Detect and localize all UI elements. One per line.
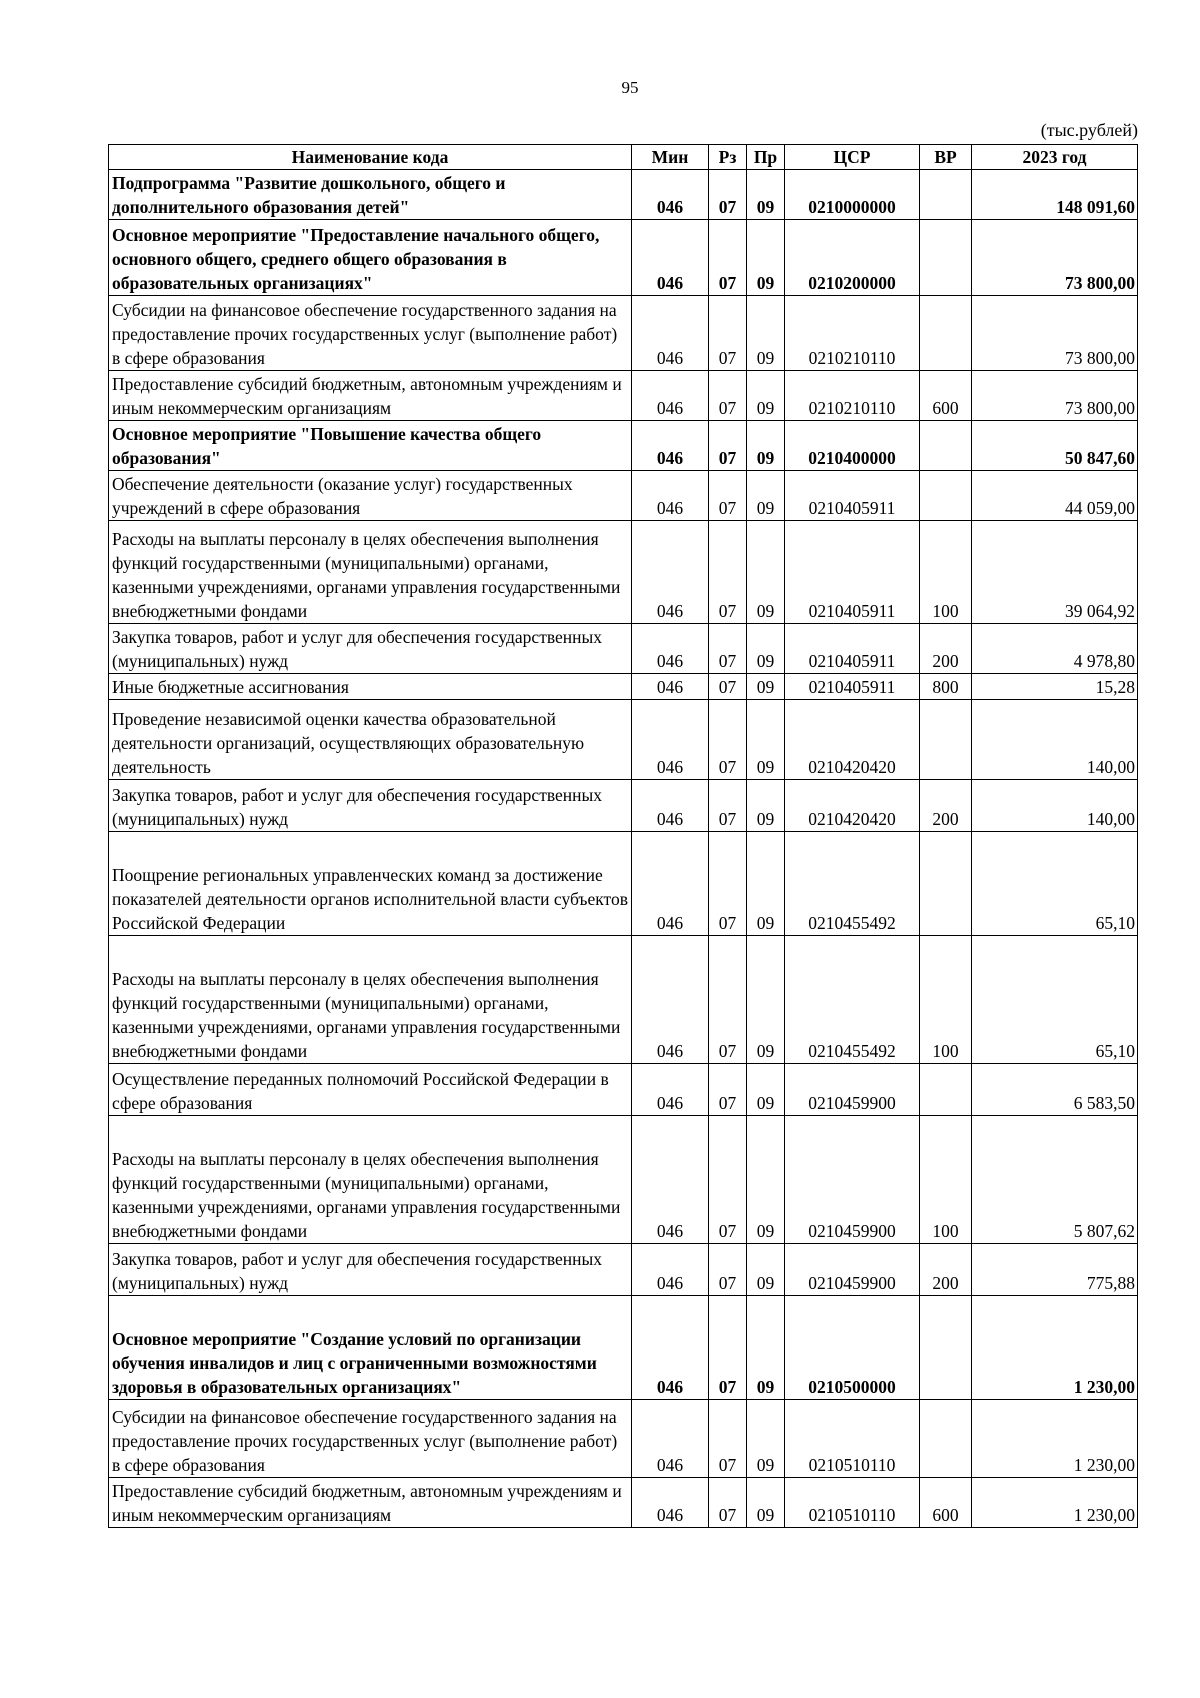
row-pr: 09: [747, 624, 785, 674]
row-min: 046: [632, 1296, 709, 1400]
row-vr: [920, 1064, 972, 1116]
row-rz: 07: [709, 371, 747, 421]
row-rz: 07: [709, 170, 747, 220]
row-rz: 07: [709, 624, 747, 674]
row-sum: 6 583,50: [972, 1064, 1138, 1116]
row-sum: 5 807,62: [972, 1116, 1138, 1244]
row-rz: 07: [709, 1064, 747, 1116]
table-row: [109, 1296, 1138, 1400]
table-row: [109, 371, 1138, 421]
row-min: 046: [632, 936, 709, 1064]
row-pr: 09: [747, 1296, 785, 1400]
table-row: [109, 220, 1138, 296]
row-min: 046: [632, 296, 709, 371]
row-sum: 140,00: [972, 780, 1138, 832]
row-name: Предоставление субсидий бюджетным, автономным учреждениям и иным некоммерческим организациям: [109, 371, 632, 421]
table-row: [109, 1244, 1138, 1296]
row-pr: 09: [747, 780, 785, 832]
row-min: 046: [632, 471, 709, 521]
row-pr: 09: [747, 371, 785, 421]
row-min: 046: [632, 1064, 709, 1116]
row-csr: 0210405911: [785, 521, 920, 624]
row-min: 046: [632, 832, 709, 936]
row-name: Обеспечение деятельности (оказание услуг) государственных учреждений в сфере образования: [109, 471, 632, 521]
header-rz: Рз: [709, 145, 747, 170]
row-rz: 07: [709, 1400, 747, 1478]
table-row: [109, 936, 1138, 1064]
row-rz: 07: [709, 471, 747, 521]
table-row: [109, 1478, 1138, 1528]
row-csr: 0210210110: [785, 371, 920, 421]
row-min: 046: [632, 170, 709, 220]
row-min: 046: [632, 371, 709, 421]
row-csr: 0210210110: [785, 296, 920, 371]
row-pr: 09: [747, 170, 785, 220]
row-name: Закупка товаров, работ и услуг для обеспечения государственных (муниципальных) нужд: [109, 1244, 632, 1296]
row-min: 046: [632, 624, 709, 674]
row-pr: 09: [747, 220, 785, 296]
row-vr: 200: [920, 624, 972, 674]
row-vr: 100: [920, 936, 972, 1064]
row-name: Предоставление субсидий бюджетным, автономным учреждениям и иным некоммерческим организациям: [109, 1478, 632, 1528]
row-name: Расходы на выплаты персоналу в целях обеспечения выполнения функций государственными (муниципальными) органами, казенными учреждениями, органами управления государственными внебюджетными фондами: [109, 936, 632, 1064]
row-csr: 0210459900: [785, 1064, 920, 1116]
row-csr: 0210200000: [785, 220, 920, 296]
header-row: [109, 145, 1138, 170]
row-min: 046: [632, 421, 709, 471]
row-csr: 0210500000: [785, 1296, 920, 1400]
row-pr: 09: [747, 1244, 785, 1296]
row-pr: 09: [747, 936, 785, 1064]
row-rz: 07: [709, 674, 747, 700]
row-name: Основное мероприятие "Создание условий по организации обучения инвалидов и лиц с ограниченными возможностями здоровья в образовательных организациях": [109, 1296, 632, 1400]
row-rz: 07: [709, 1116, 747, 1244]
row-vr: 600: [920, 371, 972, 421]
row-sum: 73 800,00: [972, 371, 1138, 421]
row-csr: 0210455492: [785, 936, 920, 1064]
row-csr: 0210420420: [785, 780, 920, 832]
row-vr: [920, 296, 972, 371]
row-name: Закупка товаров, работ и услуг для обеспечения государственных (муниципальных) нужд: [109, 780, 632, 832]
row-sum: 140,00: [972, 700, 1138, 780]
row-name: Подпрограмма "Развитие дошкольного, общего и дополнительного образования детей": [109, 170, 632, 220]
row-vr: 600: [920, 1478, 972, 1528]
row-pr: 09: [747, 521, 785, 624]
row-pr: 09: [747, 700, 785, 780]
row-sum: 65,10: [972, 832, 1138, 936]
row-sum: 15,28: [972, 674, 1138, 700]
row-rz: 07: [709, 220, 747, 296]
row-sum: 1 230,00: [972, 1400, 1138, 1478]
row-min: 046: [632, 220, 709, 296]
row-name: Осуществление переданных полномочий Российской Федерации в сфере образования: [109, 1064, 632, 1116]
row-pr: 09: [747, 1116, 785, 1244]
row-vr: 100: [920, 1116, 972, 1244]
row-csr: 0210400000: [785, 421, 920, 471]
row-sum: 65,10: [972, 936, 1138, 1064]
row-sum: 148 091,60: [972, 170, 1138, 220]
row-vr: [920, 220, 972, 296]
header-min: Мин: [632, 145, 709, 170]
row-name: Расходы на выплаты персоналу в целях обеспечения выполнения функций государственными (муниципальными) органами, казенными учреждениями, органами управления государственными внебюджетными фондами: [109, 521, 632, 624]
budget-table: [108, 144, 1138, 1528]
row-rz: 07: [709, 1244, 747, 1296]
row-csr: 0210510110: [785, 1478, 920, 1528]
row-pr: 09: [747, 674, 785, 700]
row-name: Поощрение региональных управленческих команд за достижение показателей деятельности органов исполнительной власти субъектов Российской Федерации: [109, 832, 632, 936]
row-name: Закупка товаров, работ и услуг для обеспечения государственных (муниципальных) нужд: [109, 624, 632, 674]
row-rz: 07: [709, 421, 747, 471]
row-name: Иные бюджетные ассигнования: [109, 674, 632, 700]
row-pr: 09: [747, 421, 785, 471]
row-pr: 09: [747, 1400, 785, 1478]
row-min: 046: [632, 700, 709, 780]
row-rz: 07: [709, 936, 747, 1064]
row-name: Субсидии на финансовое обеспечение государственного задания на предоставление прочих государственных услуг (выполнение работ) в сфере образования: [109, 1400, 632, 1478]
table-row: [109, 624, 1138, 674]
row-csr: 0210459900: [785, 1116, 920, 1244]
row-rz: 07: [709, 700, 747, 780]
row-name: Расходы на выплаты персоналу в целях обеспечения выполнения функций государственными (муниципальными) органами, казенными учреждениями, органами управления государственными внебюджетными фондами: [109, 1116, 632, 1244]
row-sum: 39 064,92: [972, 521, 1138, 624]
table-row: [109, 471, 1138, 521]
row-vr: [920, 421, 972, 471]
row-min: 046: [632, 1244, 709, 1296]
row-name: Субсидии на финансовое обеспечение государственного задания на предоставление прочих государственных услуг (выполнение работ) в сфере образования: [109, 296, 632, 371]
row-sum: 44 059,00: [972, 471, 1138, 521]
row-csr: 0210405911: [785, 471, 920, 521]
row-rz: 07: [709, 521, 747, 624]
row-sum: 73 800,00: [972, 220, 1138, 296]
row-csr: 0210405911: [785, 674, 920, 700]
row-vr: [920, 700, 972, 780]
row-rz: 07: [709, 832, 747, 936]
table-row: [109, 1116, 1138, 1244]
row-min: 046: [632, 1400, 709, 1478]
row-min: 046: [632, 674, 709, 700]
row-name: Проведение независимой оценки качества образовательной деятельности организаций, осуществляющих образовательную деятельность: [109, 700, 632, 780]
table-row: [109, 1400, 1138, 1478]
row-name: Основное мероприятие "Повышение качества общего образования": [109, 421, 632, 471]
row-vr: 100: [920, 521, 972, 624]
table-row: [109, 296, 1138, 371]
row-vr: 200: [920, 1244, 972, 1296]
row-vr: 200: [920, 780, 972, 832]
header-vr: ВР: [920, 145, 972, 170]
row-sum: 1 230,00: [972, 1478, 1138, 1528]
row-vr: 800: [920, 674, 972, 700]
page-number: 95: [621, 78, 639, 97]
table-row: [109, 521, 1138, 624]
row-pr: 09: [747, 471, 785, 521]
table-row: [109, 674, 1138, 700]
row-pr: 09: [747, 832, 785, 936]
row-min: 046: [632, 780, 709, 832]
table-row: [109, 780, 1138, 832]
header-sum: 2023 год: [972, 145, 1138, 170]
units-label: (тыс.рублей): [1040, 120, 1138, 140]
row-vr: [920, 471, 972, 521]
table-row: [109, 1064, 1138, 1116]
header-pr: Пр: [747, 145, 785, 170]
row-min: 046: [632, 1478, 709, 1528]
row-csr: 0210420420: [785, 700, 920, 780]
row-min: 046: [632, 1116, 709, 1244]
row-vr: [920, 832, 972, 936]
row-rz: 07: [709, 780, 747, 832]
table-row: [109, 700, 1138, 780]
row-csr: 0210510110: [785, 1400, 920, 1478]
row-vr: [920, 170, 972, 220]
row-name: Основное мероприятие "Предоставление начального общего, основного общего, среднего общего образования в образовательных организациях": [109, 220, 632, 296]
row-sum: 4 978,80: [972, 624, 1138, 674]
row-csr: 0210455492: [785, 832, 920, 936]
table-row: [109, 832, 1138, 936]
row-pr: 09: [747, 1064, 785, 1116]
row-vr: [920, 1296, 972, 1400]
row-sum: 775,88: [972, 1244, 1138, 1296]
row-pr: 09: [747, 1478, 785, 1528]
row-rz: 07: [709, 296, 747, 371]
header-name: Наименование кода: [109, 145, 632, 170]
row-rz: 07: [709, 1296, 747, 1400]
row-vr: [920, 1400, 972, 1478]
row-sum: 1 230,00: [972, 1296, 1138, 1400]
row-pr: 09: [747, 296, 785, 371]
row-sum: 73 800,00: [972, 296, 1138, 371]
row-rz: 07: [709, 1478, 747, 1528]
row-csr: 0210405911: [785, 624, 920, 674]
row-csr: 0210000000: [785, 170, 920, 220]
row-sum: 50 847,60: [972, 421, 1138, 471]
table-row: [109, 421, 1138, 471]
header-csr: ЦСР: [785, 145, 920, 170]
row-min: 046: [632, 521, 709, 624]
row-csr: 0210459900: [785, 1244, 920, 1296]
table-row: [109, 170, 1138, 220]
